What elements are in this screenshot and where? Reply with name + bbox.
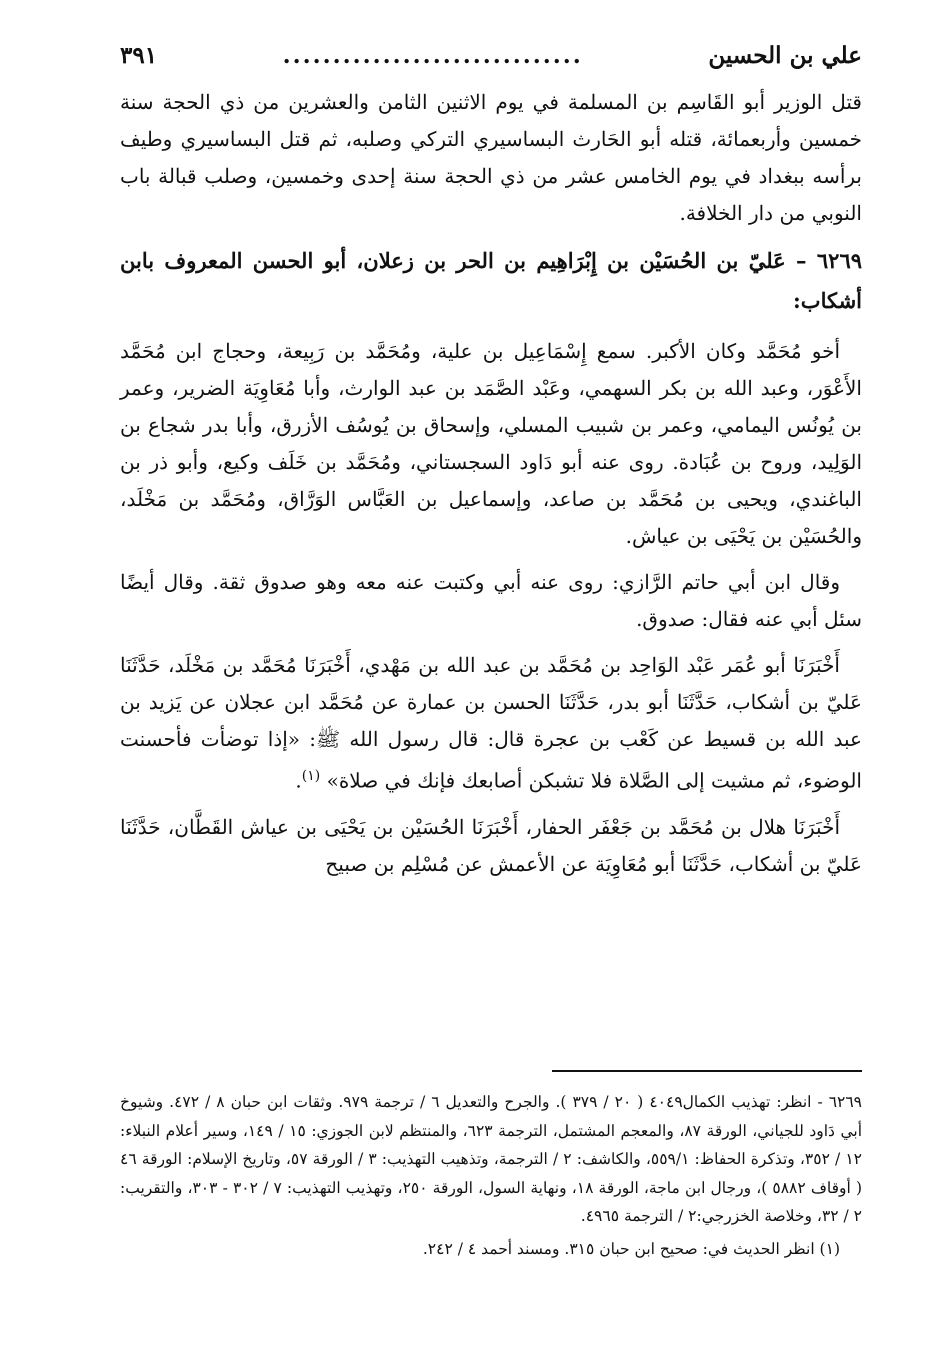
hadith-1-text: أَخْبَرَنَا أبو عُمَر عَبْد الوَاحِد بن مُحَمَّد بن عبد الله بن مَهْدي، أَخْبَرَنَا مُحَمَّد بن مَخْلَد، حَدَّثَنَا عَليّ بن أشكاب، حَدَّثَنَا أبو بدر، حَدَّثَنَا الحسن بن عمارة عن مُحَمَّد ابن عجلان عن يَزيد بن عبد الله بن قسيط عن كَعْب بن عجرة قال: قال رسول الله ﷺ: «إذا توضأت فأحسنت الوضوء، ثم مشيت إلى الصَّلاة فلا تشبكن أصابعك فإنك في صلاة» <box>120 653 862 793</box>
hadith-paragraph-1: أَخْبَرَنَا أبو عُمَر عَبْد الوَاحِد بن مُحَمَّد بن عبد الله بن مَهْدي، أَخْبَرَنَا مُحَمَّد بن مَخْلَد، حَدَّثَنَا عَليّ بن أشكاب، حَدَّثَنَا أبو بدر، حَدَّثَنَا الحسن بن عمارة عن مُحَمَّد ابن عجلان عن يَزيد بن عبد الله بن قسيط عن كَعْب بن عجرة قال: قال رسول الله ﷺ: «إذا توضأت فأحسنت الوضوء، ثم مشيت إلى الصَّلاة فلا تشبكن أصابعك فإنك في صلاة» $^{(١)}$. <box>120 653 862 793</box>
footnotes <box>120 1088 862 1263</box>
entry-number: ٦٢٦٩ <box>816 248 863 273</box>
hadith-paragraph-2: أَخْبَرَنَا هلال بن مُحَمَّد بن جَعْفَر الحفار، أَخْبَرَنَا الحُسَيْن بن يَحْيَى بن عياش القَطَّان، حَدَّثَنَا عَليّ بن أشكاب، حَدَّثَنَا أبو مُعَاوِيَة عن الأعمش عن مُسْلِم بن صبيح <box>120 814 862 876</box>
footnote-sources: ٦٢٦٩ - انظر: تهذيب الكمال٤٠٤٩ ( ٢٠ / ٣٧٩ ). والجرح والتعديل ٦ / ترجمة ٩٧٩. وثقات ابن حبان ٨ / ٤٧٢. وشيوخ أبي دَاود للجياني، الورقة ٨٧، والمعجم المشتمل، الترجمة ٦٢٣، والمنتظم لابن الجوزي: ١٥ / ١٤٩، وسير أعلام النبلاء: ١٢ / ٣٥٢، وتذكرة الحفاظ: ٥٥٩/١، والكاشف: ٢ / الترجمة، وتذهيب التهذيب: ٣ / الورقة ٥٧، وتاريخ الإسلام: الورقة ٤٦ ( أوقاف ٥٨٨٢ )، ورجال ابن ماجة، الورقة ١٨، ونهاية السول، الورقة ٢٥٠، وتهذيب التهذيب: ٧ / ٣٠٢ - ٣٠٣، والتقريب: ٢ / ٣٢، وخلاصة الخزرجي:٢ / الترجمة ٤٩٦٥. <box>120 1093 863 1225</box>
entry-name: عَليّ بن الحُسَيْن بن إِبْرَاهِيم بن الحر بن زعلان، أبو الحسن المعروف بابن أشكاب: <box>120 248 862 313</box>
entry-paragraph-grading: وقال ابن أبي حاتم الرَّازي: روى عنه أبي وكتبت عنه معه وهو صدوق ثقة. وقال أيضًا سئل أبي عنه فقال: صدوق. <box>120 570 862 631</box>
page-number: ٣٩١ <box>120 42 158 69</box>
entry-paragraph-teachers-students: أخو مُحَمَّد وكان الأكبر. سمع إِسْمَاعِيل بن علية، ومُحَمَّد بن رَبِيعة، وحجاج ابن مُحَمَّد الأَعْوَر، وعبد الله بن بكر السهمي، وعَبْد الصَّمَد بن عبد الوارث، وأبا مُعَاوِيَة الضرير، وعمر بن يُونُس اليمامي، وعمر بن شبيب المسلي، وإسحاق بن يُوسُف الأزرق، وأبا بدر شجاع بن الوَلِيد، وروح بن عُبَادة. روى عنه أبو دَاود السجستاني، ومُحَمَّد بن خَلَف وكيع، وأبو ذر بن الباغندي، ويحيى بن مُحَمَّد بن صاعد، وإسماعيل بن العَبَّاس الوَرَّاق، ومُحَمَّد بن مَخْلَد، والحُسَيْن بن يَحْيَى بن عياش. <box>120 339 862 548</box>
main-text <box>120 84 862 883</box>
running-header <box>120 38 862 84</box>
footnote-1: (١) انظر الحديث في: صحيح ابن حبان ٣١٥. ومسند أحمد ٤ / ٢٤٢. <box>422 1239 840 1258</box>
footnote-divider <box>552 1070 862 1072</box>
footnote-ref-1: (١) <box>301 768 321 784</box>
entry-heading <box>120 241 862 321</box>
running-title: علي بن الحسين <box>708 42 862 69</box>
previous-entry-ending: قتل الوزير أبو القَاسِم بن المسلمة في يوم الاثنين الثامن والعشرين من ذي الحجة سنة خمسين وأربعمائة، قتله أبو الحَارث البساسيري التركي وصلبه، ثم قتل البساسيري وطيف برأسه ببغداد في يوم الخامس عشر من ذي الحجة سنة إحدى وخمسين، وصلب قبالة باب النوبي من دار الخلافة. <box>120 90 862 225</box>
entry-dash: – <box>796 248 807 273</box>
header-leader-dots: .............................. <box>282 42 583 69</box>
